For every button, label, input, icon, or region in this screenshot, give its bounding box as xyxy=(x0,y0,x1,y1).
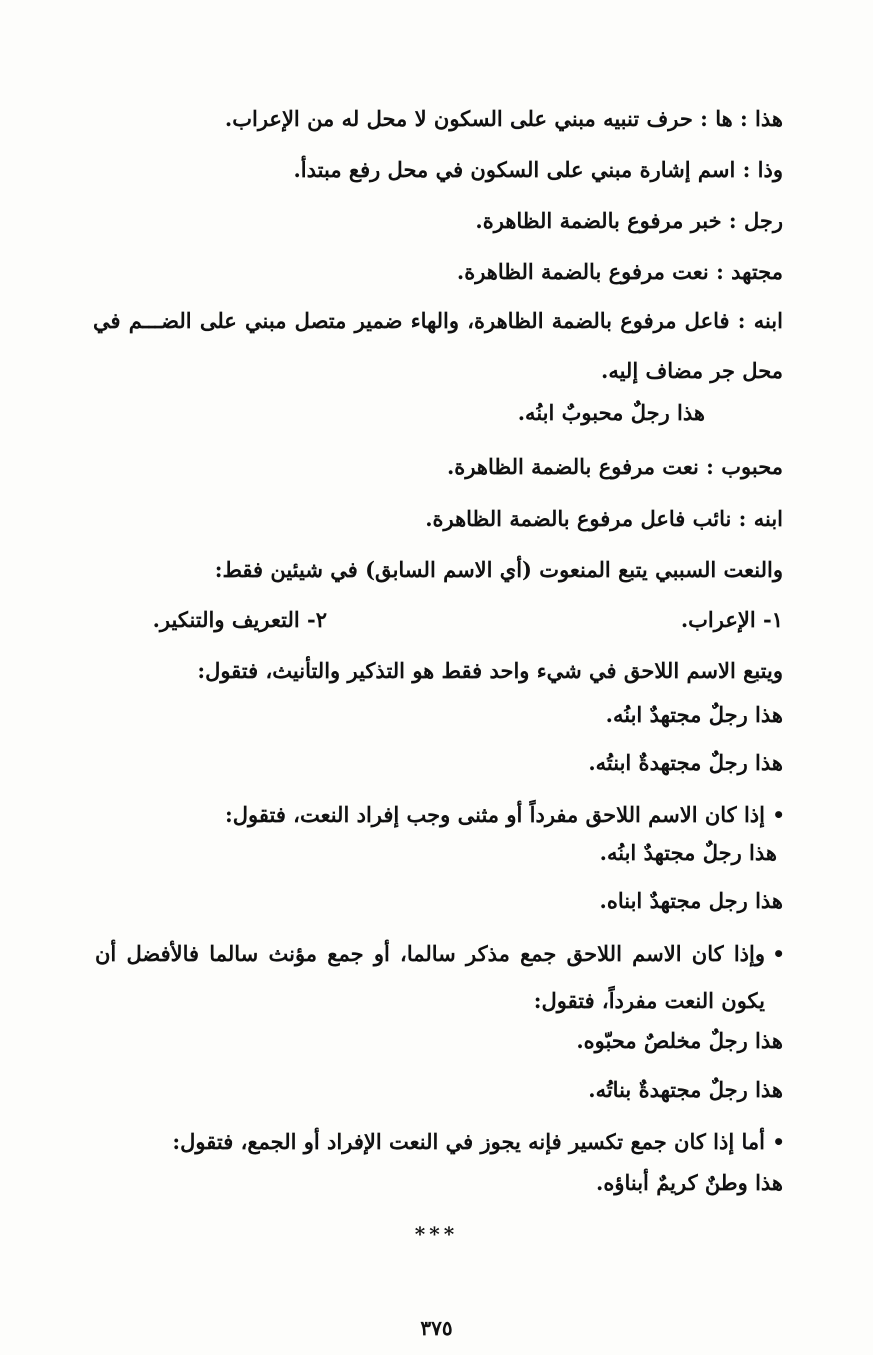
example-sentence: هذا رجلٌ محبوبٌ ابنُه. xyxy=(517,400,705,425)
example-sentence: هذا رجلٌ مخلصٌ محبّوه. xyxy=(576,1028,783,1053)
page-number: ٣٧٥ xyxy=(420,1316,453,1340)
bullet-icon: • xyxy=(772,803,785,827)
text-line: وذا : اسم إشارة مبني على السكون في محل رفع مبتدأ. xyxy=(293,157,783,182)
example-sentence: هذا رجلٌ مجتهدٌ ابنُه. xyxy=(599,840,777,865)
text-line: ويتبع الاسم اللاحق في شيء واحد فقط هو التذكير والتأنيث، فتقول: xyxy=(197,658,783,683)
text-line: ابنه : نائب فاعل مرفوع بالضمة الظاهرة. xyxy=(425,506,783,531)
text-line: محبوب : نعت مرفوع بالضمة الظاهرة. xyxy=(447,454,783,479)
list-item: ٢- التعريف والتنكير. xyxy=(152,607,327,632)
text-line: يكون النعت مفرداً، فتقول: xyxy=(533,988,765,1013)
text-line: أما إذا كان جمع تكسير فإنه يجوز في النعت الإفراد أو الجمع، فتقول: xyxy=(172,1129,765,1154)
text-line: محل جر مضاف إليه. xyxy=(601,358,783,383)
section-separator: *** xyxy=(414,1222,459,1246)
example-sentence: هذا رجلٌ مجتهدةٌ ابنتُه. xyxy=(588,750,783,775)
text-line: إذا كان الاسم اللاحق مفرداً أو مثنى وجب إفراد النعت، فتقول: xyxy=(225,802,765,827)
example-sentence: هذا رجلٌ مجتهدةٌ بناتُه. xyxy=(588,1077,783,1102)
example-sentence: هذا وطنٌ كريمٌ أبناؤه. xyxy=(596,1170,783,1195)
list-item: ١- الإعراب. xyxy=(680,607,783,632)
example-sentence: هذا رجل مجتهدٌ ابناه. xyxy=(599,888,783,913)
bullet-icon: • xyxy=(772,1130,785,1154)
text-line: والنعت السببي يتبع المنعوت (أي الاسم السابق) في شيئين فقط: xyxy=(214,557,783,582)
text-line: ابنه : فاعل مرفوع بالضمة الظاهرة، والهاء ضمير متصل مبني على الضـــم في xyxy=(93,308,783,333)
bullet-icon: • xyxy=(772,942,785,966)
example-sentence: هذا رجلٌ مجتهدٌ ابنُه. xyxy=(605,702,783,727)
text-line: هذا : ها : حرف تنبيه مبني على السكون لا محل له من الإعراب. xyxy=(224,106,783,131)
text-line: مجتهد : نعت مرفوع بالضمة الظاهرة. xyxy=(456,259,783,284)
text-line: وإذا كان الاسم اللاحق جمع مذكر سالما، أو جمع مؤنث سالما فالأفضل أن xyxy=(95,941,765,966)
text-line: رجل : خبر مرفوع بالضمة الظاهرة. xyxy=(475,208,783,233)
